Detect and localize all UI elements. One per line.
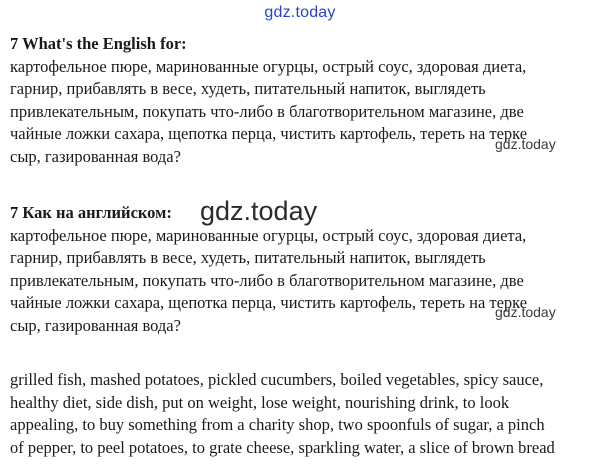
exercise-russian-heading: 7 Как на английском: xyxy=(10,203,172,222)
watermark-small-1: gdz.today xyxy=(495,136,556,152)
watermark-top: gdz.today xyxy=(264,4,336,21)
exercise-english-body: картофельное пюре, маринованные огурцы, острый соус, здоровая диета, гарнир, прибавлять в весе, худеть, питательный напиток, выглядеть привлекательным, покупать что-либо в благотворительном магазине, две чайные ложки сахара, щепотка перца, чистить картофель, тереть на терке сыр, газированная вода? xyxy=(10,56,528,166)
watermark-large: gdz.today xyxy=(200,196,318,226)
exercise-russian-body: картофельное пюре, маринованные огурцы, острый соус, здоровая диета, гарнир, прибавлять в весе, худеть, питательный напиток, выглядеть привлекательным, покупать что-либо в благотворительном магазине, две чайные ложки сахара, щепотка перца, чистить картофель, тереть на терке сыр, газированная вода? xyxy=(10,225,528,335)
exercise-english-heading: 7 What's the English for: xyxy=(10,34,187,53)
answer-paragraph: grilled fish, mashed potatoes, pickled cucumbers, boiled vegetables, spicy sauce, healthy diet, side dish, put on weight, lose weight, nourishing drink, to look appealing, to buy something from a charity shop, two spoonfuls of sugar, a pinch of pepper, to peel potatoes, to grate cheese, sparkling water, a slice of brown bread xyxy=(10,370,555,457)
watermark-small-2: gdz.today xyxy=(495,304,556,320)
